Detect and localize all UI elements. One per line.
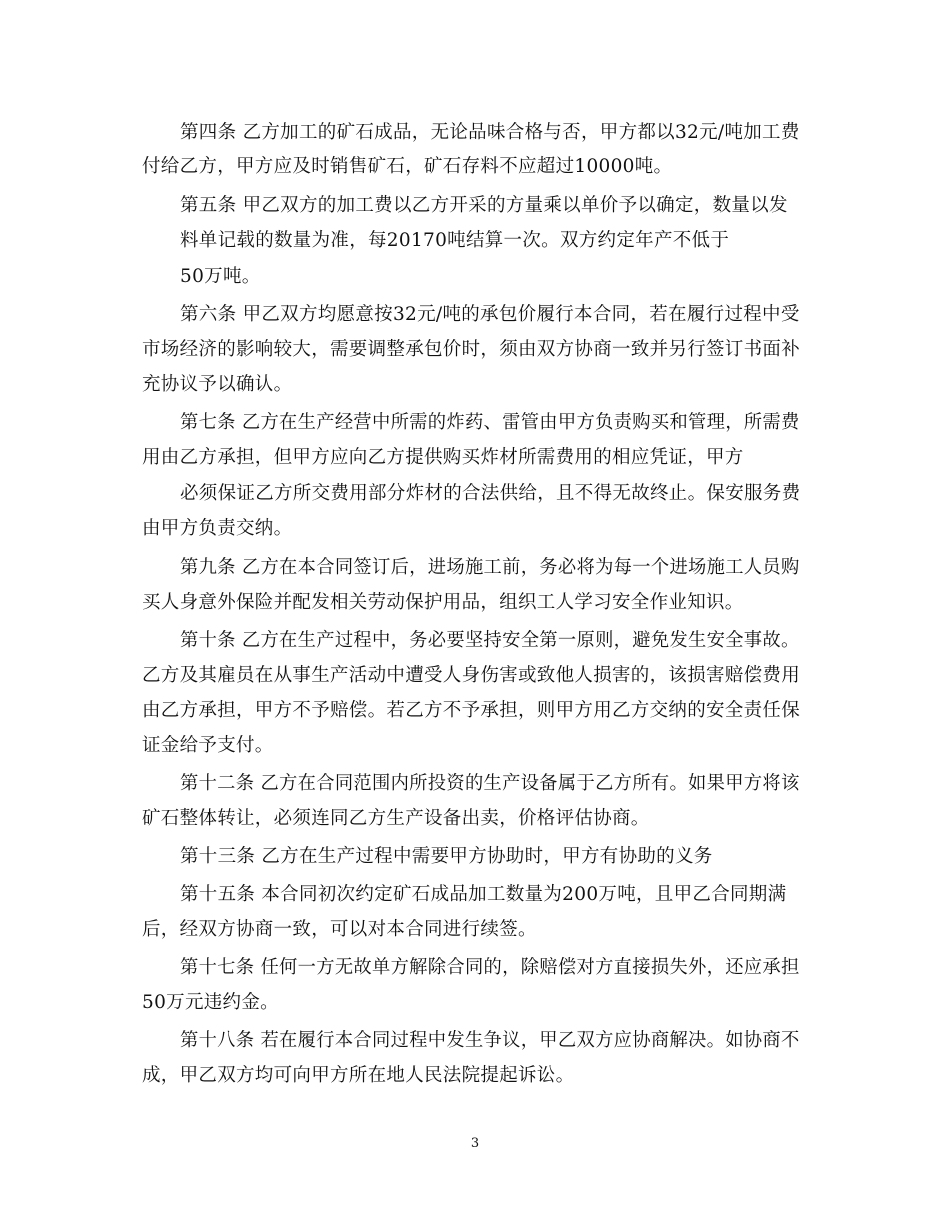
line-19: 第十二条 乙方在合同范围内所投资的生产设备属于乙方所有。如果甲方将该 [180, 773, 800, 794]
line-25: 50万元违约金。 [142, 992, 279, 1013]
line-22: 第十五条 本合同初次约定矿石成品加工数量为200万吨，且甲乙合同期满 [180, 884, 787, 905]
line-2: 付给乙方，甲方应及时销售矿石，矿石存料不应超过10000吨。 [142, 156, 673, 177]
line-18: 证金给予支付。 [142, 735, 274, 756]
line-6: 第六条 甲乙双方均愿意按32元/吨的承包价履行本合同，若在履行过程中受 [180, 304, 800, 325]
line-24: 第十七条 任何一方无故单方解除合同的，除赔偿对方直接损失外，还应承担 [180, 957, 800, 978]
line-3: 第五条 甲乙双方的加工费以乙方开采的方量乘以单价予以确定，数量以发 [180, 195, 788, 216]
line-27: 成，甲乙双方均可向甲方所在地人民法院提起诉讼。 [142, 1065, 575, 1086]
line-14: 买人身意外保险并配发相关劳动保护用品，组织工人学习安全作业知识。 [142, 592, 744, 613]
line-21: 第十三条 乙方在生产过程中需要甲方协助时，甲方有协助的义务 [180, 846, 713, 867]
line-13: 第九条 乙方在本合同签订后，进场施工前，务必将为每一个进场施工人员购 [180, 557, 800, 578]
line-17: 由乙方承担，甲方不予赔偿。若乙方不予承担，则甲方用乙方交纳的安全责任保 [142, 700, 801, 721]
line-5: 50万吨。 [180, 266, 261, 287]
line-15: 第十条 乙方在生产过程中，务必要坚持安全第一原则，避免发生安全事故。 [180, 630, 800, 651]
line-7: 市场经济的影响较大，需要调整承包价时，须由双方协商一致并另行签订书面补 [142, 339, 801, 360]
line-11: 必须保证乙方所交费用部分炸材的合法供给，且不得无故终止。保安服务费 [180, 483, 801, 504]
line-1: 第四条 乙方加工的矿石成品，无论品味合格与否，甲方都以32元/吨加工费 [180, 122, 800, 143]
line-9: 第七条 乙方在生产经营中所需的炸药、雷管由甲方负责购买和管理，所需费 [180, 412, 800, 433]
line-12: 由甲方负责交纳。 [142, 518, 293, 539]
line-26: 第十八条 若在履行本合同过程中发生争议，甲乙双方应协商解决。如协商不 [180, 1030, 800, 1051]
line-23: 后，经双方协商一致，可以对本合同进行续签。 [142, 919, 537, 940]
line-4: 料单记载的数量为准，每20170吨结算一次。双方约定年产不低于 [180, 230, 730, 251]
line-16: 乙方及其雇员在从事生产活动中遭受人身伤害或致他人损害的，该损害赔偿费用 [142, 665, 801, 686]
line-10: 用由乙方承担，但甲方应向乙方提供购买炸材所需费用的相应凭证，甲方 [142, 447, 744, 468]
line-20: 矿石整体转让，必须连同乙方生产设备出卖，价格评估协商。 [142, 808, 650, 829]
line-8: 充协议予以确认。 [142, 374, 293, 395]
page-number: 3 [470, 1136, 480, 1151]
